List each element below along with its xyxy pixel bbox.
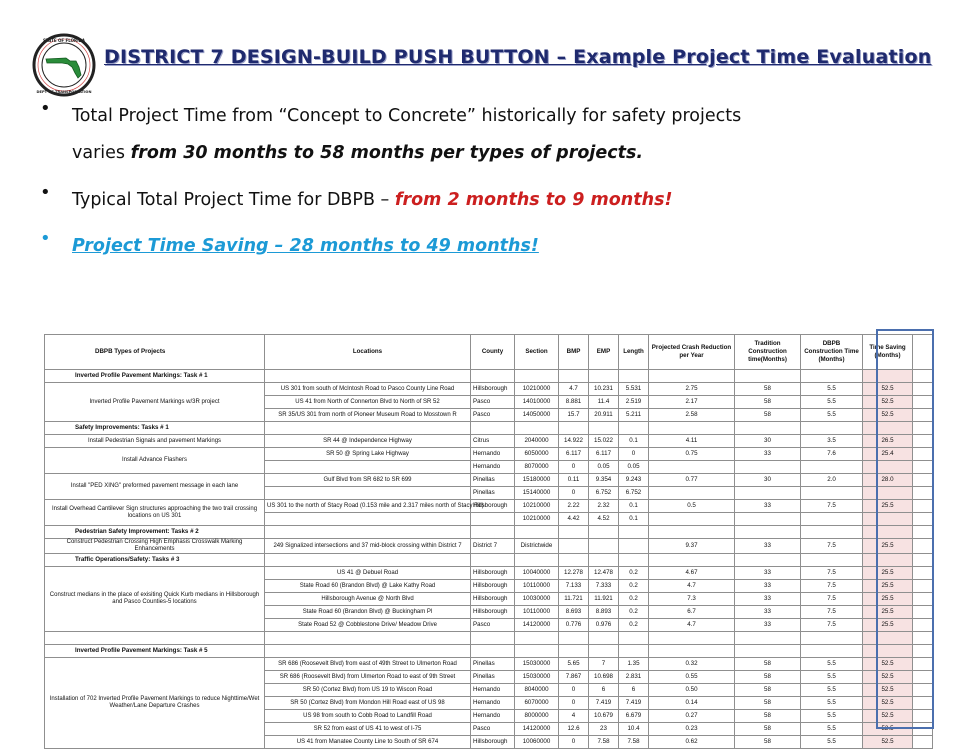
cell-emp: 7.419 — [589, 697, 619, 710]
cell-crash: 4.67 — [649, 567, 735, 580]
cell-length: 7.419 — [619, 697, 649, 710]
cell-bmp: 12.6 — [559, 723, 589, 736]
cell-saving: 25.5 — [863, 580, 913, 593]
cell-location: SR 35/US 301 from north of Pioneer Museum Road to Mosstown R — [265, 409, 471, 422]
cell-county: Pasco — [471, 409, 515, 422]
cell-location — [265, 513, 471, 526]
cell-location: SR 52 from east of US 41 to west of I-75 — [265, 723, 471, 736]
cell-saving: 25.5 — [863, 593, 913, 606]
cell-emp: 9.354 — [589, 474, 619, 487]
cell-dbpb: 7.5 — [801, 539, 863, 554]
cell-crash: 2.58 — [649, 409, 735, 422]
cell-length: 0.2 — [619, 567, 649, 580]
cell-location: State Road 60 (Brandon Blvd) @ Buckingham Pl — [265, 606, 471, 619]
cell-emp: 10.679 — [589, 710, 619, 723]
cell-section: 10110000 — [515, 606, 559, 619]
cell-crash: 0.62 — [649, 736, 735, 749]
cell-tradition: 58 — [735, 383, 801, 396]
cell-section: 15140000 — [515, 487, 559, 500]
cell-crash: 0.55 — [649, 671, 735, 684]
cell-crash — [649, 487, 735, 500]
cell-tradition: 30 — [735, 474, 801, 487]
cell-crash: 0.23 — [649, 723, 735, 736]
section-row — [45, 645, 933, 658]
project-type: Construct medians in the place of exisiting Quick Kurb medians in Hillsborough and Pasco Counties-5 locations — [45, 567, 265, 632]
cell-county: Pinellas — [471, 487, 515, 500]
bullet-list — [40, 98, 940, 264]
bullet-dot-icon: • — [40, 98, 51, 119]
cell-length: 0.05 — [619, 461, 649, 474]
cell-length: 6.752 — [619, 487, 649, 500]
cell-length: 1.35 — [619, 658, 649, 671]
cell-bmp: 0 — [559, 684, 589, 697]
cell-length: 6 — [619, 684, 649, 697]
cell-tradition: 58 — [735, 396, 801, 409]
cell-bmp: 15.7 — [559, 409, 589, 422]
cell-dbpb: 5.5 — [801, 736, 863, 749]
cell-bmp: 0 — [559, 487, 589, 500]
cell-length: 0.1 — [619, 435, 649, 448]
svg-text:DEPT OF TRANSPORTATION: DEPT OF TRANSPORTATION — [36, 90, 92, 94]
cell-location: Hillsborough Avenue @ North Blvd — [265, 593, 471, 606]
cell-emp: 6 — [589, 684, 619, 697]
cell-county: Hillsborough — [471, 736, 515, 749]
section-title: Inverted Profile Pavement Markings: Task # 5 — [45, 645, 265, 658]
cell-bmp: 6.117 — [559, 448, 589, 461]
page-title: DISTRICT 7 DESIGN-BUILD PUSH BUTTON – Example Project Time Evaluation — [104, 46, 932, 68]
cell-dbpb: 5.5 — [801, 723, 863, 736]
spacer-row — [45, 632, 933, 645]
cell-emp: 6.117 — [589, 448, 619, 461]
cell-crash: 4.11 — [649, 435, 735, 448]
cell-section: 8040000 — [515, 684, 559, 697]
cell-location: State Road 60 (Brandon Blvd) @ Lake Kathy Road — [265, 580, 471, 593]
cell-bmp: 0 — [559, 697, 589, 710]
col-header: DBPB Types of Projects — [45, 335, 265, 370]
cell-section: 8000000 — [515, 710, 559, 723]
cell-dbpb: 7.5 — [801, 593, 863, 606]
cell-county — [471, 513, 515, 526]
section-row — [45, 554, 933, 567]
section-title: Inverted Profile Pavement Markings: Task # 1 — [45, 370, 265, 383]
cell-section: 14050000 — [515, 409, 559, 422]
cell-emp: 12.478 — [589, 567, 619, 580]
cell-length: 7.58 — [619, 736, 649, 749]
table-row — [45, 435, 933, 448]
cell-county: Hernando — [471, 461, 515, 474]
cell-bmp — [559, 539, 589, 554]
cell-dbpb: 2.0 — [801, 474, 863, 487]
cell-emp: 11.4 — [589, 396, 619, 409]
cell-tradition: 58 — [735, 723, 801, 736]
cell-tradition: 58 — [735, 684, 801, 697]
cell-dbpb — [801, 461, 863, 474]
cell-saving: 52.5 — [863, 684, 913, 697]
cell-length: 0.2 — [619, 606, 649, 619]
cell-emp: 4.52 — [589, 513, 619, 526]
cell-crash — [649, 461, 735, 474]
cell-saving: 52.5 — [863, 697, 913, 710]
cell-location — [265, 487, 471, 500]
cell-emp: 8.893 — [589, 606, 619, 619]
project-type: Install Advance Flashers — [45, 448, 265, 474]
cell-section: 14120000 — [515, 619, 559, 632]
cell-location: US 41 from North of Connerton Blvd to North of SR 52 — [265, 396, 471, 409]
cell-location: SR 44 @ Independence Highway — [265, 435, 471, 448]
table-row — [45, 448, 933, 461]
cell-length — [619, 539, 649, 554]
cell-tradition: 33 — [735, 619, 801, 632]
cell-location: 249 Signalized intersections and 37 mid-block crossing within District 7 — [265, 539, 471, 554]
bullet-item-time-saving — [40, 228, 940, 264]
cell-county: Hillsborough — [471, 567, 515, 580]
col-header: Time Saving (Months) — [863, 335, 913, 370]
cell-dbpb — [801, 513, 863, 526]
cell-saving: 52.5 — [863, 383, 913, 396]
cell-emp: 10.231 — [589, 383, 619, 396]
col-header: EMP — [589, 335, 619, 370]
cell-section: 15030000 — [515, 671, 559, 684]
project-table-image — [44, 334, 932, 745]
cell-crash: 4.7 — [649, 580, 735, 593]
cell-dbpb: 5.5 — [801, 697, 863, 710]
bullet-dot-icon: • — [40, 182, 51, 203]
cell-saving: 25.5 — [863, 606, 913, 619]
cell-location: US 41 @ Debuel Road — [265, 567, 471, 580]
bullet-text: varies — [72, 143, 131, 163]
table-row — [45, 383, 933, 396]
cell-bmp: 0 — [559, 461, 589, 474]
bullet-line — [72, 182, 940, 218]
col-header: County — [471, 335, 515, 370]
cell-crash — [649, 513, 735, 526]
cell-crash: 2.75 — [649, 383, 735, 396]
cell-dbpb: 5.5 — [801, 671, 863, 684]
cell-crash: 7.3 — [649, 593, 735, 606]
col-header: DBPB Construction Time (Months) — [801, 335, 863, 370]
fdot-seal-logo — [32, 33, 96, 97]
cell-tradition: 33 — [735, 606, 801, 619]
cell-location: US 301 to the north of Stacy Road (0.153 mile and 2.317 miles north of Stacy Rd) — [265, 500, 471, 513]
cell-county: Hernando — [471, 697, 515, 710]
bullet-text: Typical Total Project Time for DBPB – — [72, 190, 395, 210]
cell-crash: 0.50 — [649, 684, 735, 697]
cell-emp: 7.333 — [589, 580, 619, 593]
col-header: BMP — [559, 335, 589, 370]
project-type: Install "PED XING" preformed pavement message in each lane — [45, 474, 265, 500]
cell-bmp: 7.867 — [559, 671, 589, 684]
cell-dbpb: 3.5 — [801, 435, 863, 448]
cell-length: 2.831 — [619, 671, 649, 684]
cell-county: Hillsborough — [471, 593, 515, 606]
cell-bmp: 0 — [559, 736, 589, 749]
cell-dbpb: 7.6 — [801, 448, 863, 461]
cell-location: SR 50 (Cortez Blvd) from Mondon Hill Road east of US 98 — [265, 697, 471, 710]
table-row — [45, 567, 933, 580]
table-row — [45, 500, 933, 513]
cell-crash: 0.75 — [649, 448, 735, 461]
svg-text:STATE OF FLORIDA: STATE OF FLORIDA — [43, 38, 85, 43]
cell-length: 2.519 — [619, 396, 649, 409]
section-row — [45, 422, 933, 435]
cell-length: 0.2 — [619, 619, 649, 632]
cell-dbpb: 5.5 — [801, 396, 863, 409]
cell-length: 10.4 — [619, 723, 649, 736]
cell-bmp: 11.721 — [559, 593, 589, 606]
col-header: Length — [619, 335, 649, 370]
cell-location: SR 50 @ Spring Lake Highway — [265, 448, 471, 461]
cell-location — [265, 461, 471, 474]
cell-county: Hillsborough — [471, 383, 515, 396]
bullet-link[interactable] — [72, 228, 940, 264]
project-type: Inverted Profile Pavement Markings w/3R project — [45, 383, 265, 422]
cell-emp: 0.976 — [589, 619, 619, 632]
cell-location: SR 50 (Cortez Blvd) from US 19 to Wiscon Road — [265, 684, 471, 697]
cell-county: Hillsborough — [471, 500, 515, 513]
section-title: Safety Improvements: Tasks # 1 — [45, 422, 265, 435]
cell-bmp: 5.65 — [559, 658, 589, 671]
section-row — [45, 370, 933, 383]
cell-county: Pinellas — [471, 658, 515, 671]
bullet-line — [72, 134, 940, 172]
bullet-item-dbpb-time — [40, 182, 940, 218]
cell-tradition: 58 — [735, 409, 801, 422]
cell-saving: 52.5 — [863, 658, 913, 671]
cell-tradition: 33 — [735, 500, 801, 513]
cell-emp: 0.05 — [589, 461, 619, 474]
cell-county: Pinellas — [471, 474, 515, 487]
col-header: Projected Crash Reduction per Year — [649, 335, 735, 370]
col-header-blank — [913, 335, 933, 370]
cell-section: 15180000 — [515, 474, 559, 487]
cell-location: SR 686 (Roosevelt Blvd) from east of 49th Street to Ulmerton Road — [265, 658, 471, 671]
cell-location: Gulf Blvd from SR 682 to SR 699 — [265, 474, 471, 487]
cell-tradition: 33 — [735, 593, 801, 606]
cell-county: Pasco — [471, 396, 515, 409]
cell-saving — [863, 487, 913, 500]
col-header: Tradition Construction time(Months) — [735, 335, 801, 370]
cell-tradition: 58 — [735, 710, 801, 723]
cell-section: 10210000 — [515, 383, 559, 396]
cell-length: 9.243 — [619, 474, 649, 487]
cell-crash: 2.17 — [649, 396, 735, 409]
cell-crash: 0.14 — [649, 697, 735, 710]
cell-length: 0.1 — [619, 500, 649, 513]
cell-location: US 41 from Manatee County Line to South of SR 674 — [265, 736, 471, 749]
cell-bmp: 8.881 — [559, 396, 589, 409]
cell-tradition: 58 — [735, 736, 801, 749]
cell-section: 10040000 — [515, 567, 559, 580]
cell-section: 10060000 — [515, 736, 559, 749]
cell-saving: 25.5 — [863, 539, 913, 554]
cell-section: 6070000 — [515, 697, 559, 710]
section-title: Pedestrian Safety Improvement: Tasks # 2 — [45, 526, 265, 539]
cell-length: 0.1 — [619, 513, 649, 526]
cell-crash: 9.37 — [649, 539, 735, 554]
cell-tradition: 58 — [735, 658, 801, 671]
cell-tradition — [735, 461, 801, 474]
cell-section: 2040000 — [515, 435, 559, 448]
project-type: Installation of 702 Inverted Profile Pavement Markings to reduce Nighttime/Wet Weather/Lane Departure Crashes — [45, 658, 265, 749]
cell-tradition: 58 — [735, 697, 801, 710]
cell-section: 14010000 — [515, 396, 559, 409]
cell-tradition — [735, 487, 801, 500]
cell-section: 10210000 — [515, 500, 559, 513]
cell-saving: 25.5 — [863, 567, 913, 580]
cell-location: State Road 52 @ Cobblestone Drive/ Meadow Drive — [265, 619, 471, 632]
cell-tradition: 30 — [735, 435, 801, 448]
cell-length: 0.2 — [619, 580, 649, 593]
cell-section: Districtwide — [515, 539, 559, 554]
cell-emp: 23 — [589, 723, 619, 736]
cell-saving: 25.4 — [863, 448, 913, 461]
cell-emp: 7 — [589, 658, 619, 671]
cell-location: US 98 from south to Cobb Road to Landfill Road — [265, 710, 471, 723]
cell-emp: 15.022 — [589, 435, 619, 448]
cell-saving: 52.5 — [863, 396, 913, 409]
cell-county: Pasco — [471, 619, 515, 632]
bullet-highlight: from 2 months to 9 months! — [394, 190, 673, 210]
cell-bmp: 4.7 — [559, 383, 589, 396]
cell-dbpb: 5.5 — [801, 383, 863, 396]
cell-length: 0.2 — [619, 593, 649, 606]
section-row — [45, 526, 933, 539]
bullet-line: Total Project Time from “Concept to Concrete” historically for safety projects — [72, 106, 742, 126]
cell-crash: 0.5 — [649, 500, 735, 513]
cell-crash: 0.27 — [649, 710, 735, 723]
cell-dbpb: 5.5 — [801, 409, 863, 422]
cell-county: Pinellas — [471, 671, 515, 684]
cell-saving — [863, 461, 913, 474]
cell-county: Hernando — [471, 448, 515, 461]
cell-bmp: 7.133 — [559, 580, 589, 593]
cell-dbpb: 5.5 — [801, 710, 863, 723]
cell-saving: 52.5 — [863, 671, 913, 684]
cell-length: 6.679 — [619, 710, 649, 723]
cell-emp: 11.921 — [589, 593, 619, 606]
time-saving-link[interactable]: Project Time Saving – 28 months to 49 months! — [72, 236, 539, 256]
cell-county: Citrus — [471, 435, 515, 448]
cell-section: 6050000 — [515, 448, 559, 461]
cell-saving: 52.5 — [863, 710, 913, 723]
cell-tradition: 33 — [735, 567, 801, 580]
cell-section: 10210000 — [515, 513, 559, 526]
cell-emp: 20.911 — [589, 409, 619, 422]
cell-length: 5.211 — [619, 409, 649, 422]
cell-dbpb: 5.5 — [801, 684, 863, 697]
project-type: Install Pedestrian Signals and pavement Markings — [45, 435, 265, 448]
cell-saving: 28.0 — [863, 474, 913, 487]
cell-saving: 25.5 — [863, 619, 913, 632]
cell-saving: 26.5 — [863, 435, 913, 448]
cell-bmp: 0.776 — [559, 619, 589, 632]
cell-dbpb: 7.5 — [801, 606, 863, 619]
cell-saving: 52.5 — [863, 736, 913, 749]
cell-tradition: 33 — [735, 539, 801, 554]
cell-saving: 25.5 — [863, 500, 913, 513]
cell-emp: 10.698 — [589, 671, 619, 684]
cell-bmp: 4 — [559, 710, 589, 723]
cell-bmp: 8.693 — [559, 606, 589, 619]
cell-dbpb: 7.5 — [801, 619, 863, 632]
cell-bmp: 4.42 — [559, 513, 589, 526]
cell-crash: 0.77 — [649, 474, 735, 487]
cell-emp — [589, 539, 619, 554]
cell-bmp: 2.22 — [559, 500, 589, 513]
cell-location: SR 686 (Roosevelt Blvd) from Ulmerton Road to east of 9th Street — [265, 671, 471, 684]
cell-dbpb: 7.5 — [801, 500, 863, 513]
col-header: Section — [515, 335, 559, 370]
project-table — [44, 334, 933, 749]
cell-section: 10110000 — [515, 580, 559, 593]
cell-tradition — [735, 513, 801, 526]
cell-bmp: 0.11 — [559, 474, 589, 487]
cell-tradition: 33 — [735, 448, 801, 461]
cell-section: 8070000 — [515, 461, 559, 474]
cell-bmp: 14.922 — [559, 435, 589, 448]
cell-crash: 0.32 — [649, 658, 735, 671]
cell-tradition: 33 — [735, 580, 801, 593]
cell-emp: 2.32 — [589, 500, 619, 513]
cell-saving — [863, 513, 913, 526]
cell-location: US 301 from south of McIntosh Road to Pasco County Line Road — [265, 383, 471, 396]
cell-crash: 6.7 — [649, 606, 735, 619]
cell-county: Hillsborough — [471, 580, 515, 593]
cell-saving: 52.5 — [863, 409, 913, 422]
cell-length: 0 — [619, 448, 649, 461]
cell-length: 5.531 — [619, 383, 649, 396]
cell-dbpb: 7.5 — [801, 567, 863, 580]
cell-emp: 6.752 — [589, 487, 619, 500]
project-type: Install Overhead Cantilever Sign structures approaching the two trail crossing locations on US 301 — [45, 500, 265, 526]
cell-saving: 52.5 — [863, 723, 913, 736]
cell-county: Hernando — [471, 684, 515, 697]
table-row — [45, 474, 933, 487]
cell-dbpb: 7.5 — [801, 580, 863, 593]
cell-tradition: 58 — [735, 671, 801, 684]
table-row — [45, 539, 933, 554]
bullet-emphasis: from 30 months to 58 months per types of projects. — [130, 143, 644, 163]
cell-dbpb — [801, 487, 863, 500]
col-header: Locations — [265, 335, 471, 370]
section-title: Traffic Operations/Safety: Tasks # 3 — [45, 554, 265, 567]
table-row — [45, 658, 933, 671]
cell-emp: 7.58 — [589, 736, 619, 749]
cell-county: Hillsborough — [471, 606, 515, 619]
bullet-item-historical — [40, 98, 940, 172]
cell-section: 10030000 — [515, 593, 559, 606]
cell-county: District 7 — [471, 539, 515, 554]
cell-section: 15030000 — [515, 658, 559, 671]
cell-crash: 4.7 — [649, 619, 735, 632]
cell-dbpb: 5.5 — [801, 658, 863, 671]
table-header-row — [45, 335, 933, 370]
cell-county: Hernando — [471, 710, 515, 723]
cell-county: Pasco — [471, 723, 515, 736]
cell-bmp: 12.278 — [559, 567, 589, 580]
cell-section: 14120000 — [515, 723, 559, 736]
project-type: Construct Pedestrian Crossing High Emphasis Crosswalk Marking Enhancements — [45, 539, 265, 554]
bullet-dot-icon: • — [40, 228, 51, 249]
